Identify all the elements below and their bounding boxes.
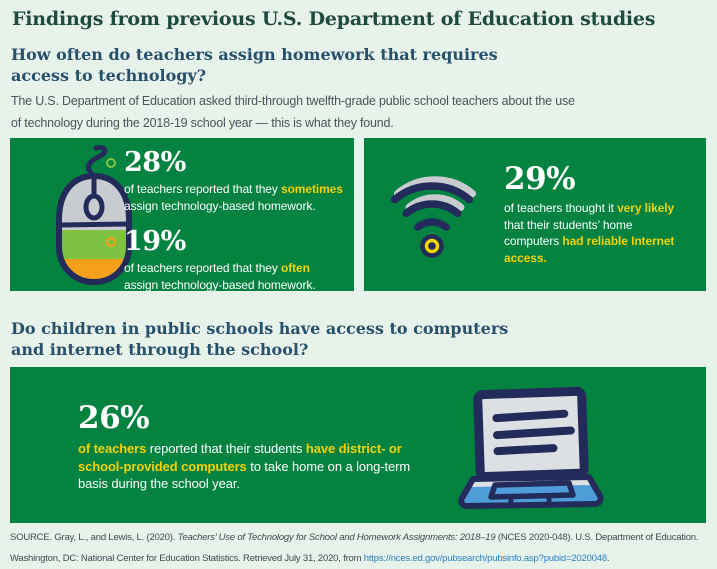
- devices-stat: [78, 401, 410, 493]
- question-2-line2: and internet through the school?: [11, 340, 309, 359]
- stat-description: of teachers reported that they sometimes assign technology-based homework.: [124, 182, 343, 213]
- source-line1: SOURCE. Gray, L., and Lewis, L. (2020). Teachers’ Use of Technology for School and Homework Assignments: 2018–19 (NCES 2020-048). U.S. Department of Education.: [10, 532, 699, 543]
- source-link[interactable]: https://nces.ed.gov/pubsearch/pubsinfo.asp?pubid=2020048: [363, 553, 607, 564]
- stat-value: 28%: [124, 147, 186, 178]
- laptop-icon: [447, 383, 607, 513]
- question-2-heading: [11, 318, 508, 360]
- source-line2: Washington, DC: National Center for Education Statistics. Retrieved July 31, 2020, from https://nces.ed.gov/pubsearch/pubsinfo.asp?pubid=2020048.: [10, 553, 610, 564]
- question-1-line2: access to technology?: [11, 66, 207, 85]
- question-2-line1: Do children in public schools have access to computers: [11, 319, 509, 338]
- source-report-title: Teachers’ Use of Technology for School and Homework Assignments: 2018–19: [177, 532, 496, 543]
- source-citation: [10, 527, 698, 569]
- stat-description: of teachers reported that they often assign technology-based homework.: [124, 261, 316, 292]
- stat-value: 29%: [504, 161, 576, 197]
- intro-line2: of technology during the 2018-19 school year — this is what they found.: [11, 116, 394, 130]
- internet-access-card: [364, 138, 706, 291]
- stat-item-often: [106, 227, 343, 293]
- homework-stats: [106, 148, 343, 293]
- stat-description: of teachers reported that their students have district- or school-provided computers to take home on a long-term basis during the school year.: [78, 441, 411, 491]
- internet-stat: [504, 162, 674, 266]
- bullet-icon: [106, 158, 116, 168]
- homework-frequency-card: [10, 138, 354, 291]
- bullet-icon: [106, 237, 116, 247]
- stat-value: 26%: [78, 400, 150, 436]
- stat-description: of teachers thought it very likely that their students’ home computers had reliable Internet access.: [504, 201, 675, 265]
- page-title: Findings from previous U.S. Department of Education studies: [12, 8, 656, 30]
- stat-value: 19%: [124, 226, 186, 257]
- intro-text: [11, 90, 575, 134]
- stat-item-sometimes: [106, 148, 343, 214]
- question-1-heading: [11, 44, 498, 86]
- question-1-line1: How often do teachers assign homework that requires: [11, 45, 498, 64]
- school-devices-card: [10, 367, 706, 523]
- wifi-icon: [380, 162, 492, 262]
- intro-line1: The U.S. Department of Education asked third-through twelfth-grade public school teachers about the use: [11, 94, 575, 108]
